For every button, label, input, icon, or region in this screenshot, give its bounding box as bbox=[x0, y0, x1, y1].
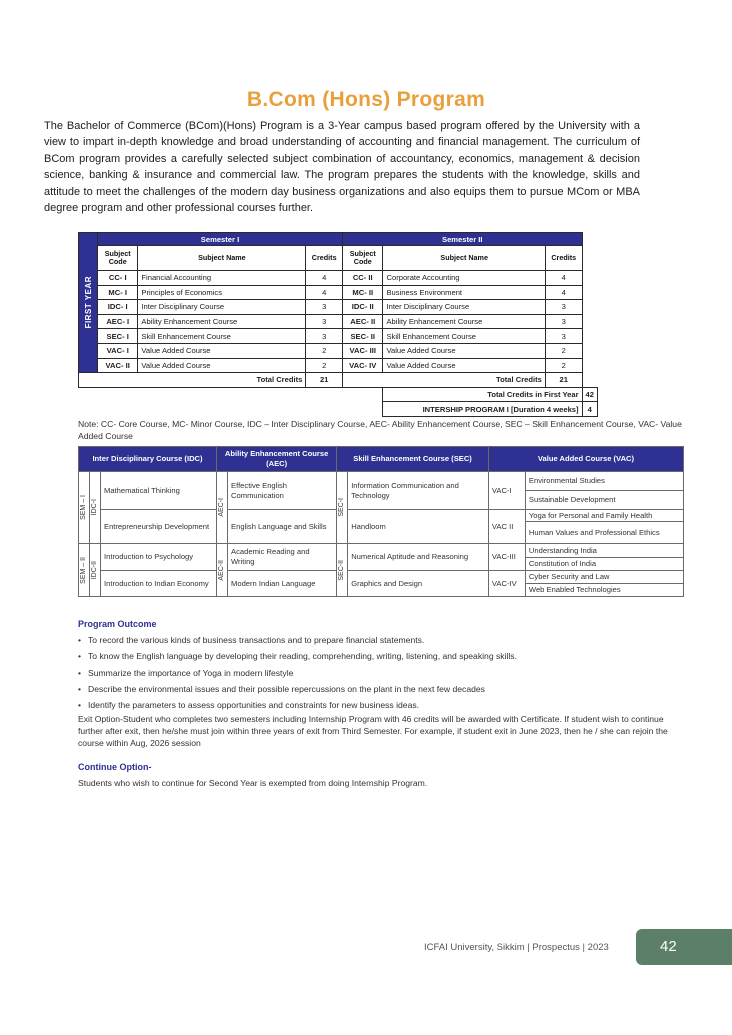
vac-code: VAC-IV bbox=[488, 571, 525, 597]
exit-option: Exit Option-Student who completes two semesters including Internship Program with 46 credits will be awarded with Certificate. If student wish to continue further after exit, then he/she must join within three years of exit from Third Semester. For example, if student exit in June 2023, then he / she can rejoin the course within Aug, 2026 session bbox=[78, 714, 668, 749]
table-row bbox=[79, 271, 598, 286]
credits: 3 bbox=[306, 314, 343, 329]
table-row bbox=[79, 343, 598, 358]
col-subject-name: Subject Name bbox=[383, 246, 545, 271]
table-row bbox=[79, 358, 598, 373]
col-subject-name: Subject Name bbox=[138, 246, 306, 271]
idc-ii-label: IDC-II bbox=[90, 544, 101, 597]
subject-code: IDC- I bbox=[98, 300, 138, 315]
course-name: Effective English Communication bbox=[228, 472, 337, 510]
total-credits-label: Total Credits bbox=[342, 373, 545, 388]
subject-code: MC- II bbox=[342, 285, 383, 300]
course-name: Constitution of India bbox=[525, 558, 683, 571]
subject-name: Principles of Economics bbox=[138, 285, 306, 300]
course-name: Graphics and Design bbox=[348, 571, 489, 597]
course-name: Human Values and Professional Ethics bbox=[525, 522, 683, 544]
semester-table bbox=[78, 232, 598, 417]
table-row bbox=[79, 329, 598, 344]
subject-name: Financial Accounting bbox=[138, 271, 306, 286]
aec-i-label: AEC-I bbox=[217, 472, 228, 544]
col-subject-code: Subject Code bbox=[98, 246, 138, 271]
course-name: Understanding India bbox=[525, 544, 683, 558]
course-name: Introduction to Psychology bbox=[101, 544, 217, 571]
abbreviation-note: Note: CC- Core Course, MC- Minor Course, IDC – Inter Disciplinary Course, AEC- Ability Enhancement Course, SEC – Skill Enhancement Course, VAC- Value Added Course bbox=[78, 419, 682, 441]
subject-code: AEC- I bbox=[98, 314, 138, 329]
course-name: Information Communication and Technology bbox=[348, 472, 489, 510]
idc-i-label: IDC-I bbox=[90, 472, 101, 544]
col-credits: Credits bbox=[545, 246, 582, 271]
subject-code: VAC- IV bbox=[342, 358, 383, 373]
list-item: • Describe the environmental issues and their possible repercussions on the plant in the next few decades bbox=[88, 681, 684, 697]
course-name: English Language and Skills bbox=[228, 510, 337, 544]
credits: 3 bbox=[545, 314, 582, 329]
internship-row bbox=[79, 402, 598, 417]
sem-1-label: SEM – I bbox=[79, 472, 90, 544]
col-credits: Credits bbox=[306, 246, 343, 271]
subject-name: Ability Enhancement Course bbox=[138, 314, 306, 329]
continue-option-text: Students who wish to continue for Second Year is exempted from doing Internship Program. bbox=[78, 778, 428, 788]
course-name: Entrepreneurship Development bbox=[101, 510, 217, 544]
list-item: • To record the various kinds of business transactions and to prepare financial statements. bbox=[88, 632, 684, 648]
vac-code: VAC II bbox=[488, 510, 525, 544]
col-idc: Inter Disciplinary Course (IDC) bbox=[79, 447, 217, 472]
sem-2-label: SEM – II bbox=[79, 544, 90, 597]
semester-1-header: Semester I bbox=[98, 233, 343, 246]
continue-option-heading: Continue Option- bbox=[78, 762, 152, 772]
subject-name: Ability Enhancement Course bbox=[383, 314, 545, 329]
page-number: 42 bbox=[636, 929, 732, 965]
subject-name: Value Added Course bbox=[138, 343, 306, 358]
first-year-label: FIRST YEAR bbox=[79, 233, 98, 373]
course-name: Introduction to Indian Economy bbox=[101, 571, 217, 597]
table-row bbox=[79, 285, 598, 300]
course-name: Environmental Studies bbox=[525, 472, 683, 491]
list-item: • Summarize the importance of Yoga in modern lifestyle bbox=[88, 665, 684, 681]
credits: 4 bbox=[306, 271, 343, 286]
col-subject-code: Subject Code bbox=[342, 246, 383, 271]
footer-text: ICFAI University, Sikkim | Prospectus | 2023 bbox=[424, 942, 609, 953]
credits: 2 bbox=[545, 358, 582, 373]
aec-ii-label: AEC-II bbox=[217, 544, 228, 597]
total-credits-sem1: 21 bbox=[306, 373, 343, 388]
course-name: Web Enabled Technologies bbox=[525, 584, 683, 597]
course-name: Numerical Aptitude and Reasoning bbox=[348, 544, 489, 571]
course-name: Sustainable Development bbox=[525, 491, 683, 510]
course-name: Academic Reading and Writing bbox=[228, 544, 337, 571]
subject-code: VAC- III bbox=[342, 343, 383, 358]
subject-name: Value Added Course bbox=[383, 343, 545, 358]
subject-name: Inter Disciplinary Course bbox=[383, 300, 545, 315]
vac-code: VAC-I bbox=[488, 472, 525, 510]
credits: 3 bbox=[545, 329, 582, 344]
credits: 4 bbox=[306, 285, 343, 300]
subject-name: Value Added Course bbox=[138, 358, 306, 373]
list-item: • Identify the parameters to assess opportunities and constraints for new business ideas. bbox=[88, 697, 684, 713]
first-year-total: 42 bbox=[582, 387, 597, 402]
subject-code: MC- I bbox=[98, 285, 138, 300]
subject-code: SEC- I bbox=[98, 329, 138, 344]
col-aec: Ability Enhancement Course (AEC) bbox=[217, 447, 337, 472]
col-sec: Skill Enhancement Course (SEC) bbox=[337, 447, 489, 472]
first-year-total-label: Total Credits in First Year bbox=[383, 387, 582, 402]
semester-2-header: Semester II bbox=[342, 233, 582, 246]
course-name: Modern Indian Language bbox=[228, 571, 337, 597]
credits: 3 bbox=[545, 300, 582, 315]
outcome-list bbox=[78, 632, 684, 713]
subject-code: CC- II bbox=[342, 271, 383, 286]
subject-code: VAC- II bbox=[98, 358, 138, 373]
subject-name: Corporate Accounting bbox=[383, 271, 545, 286]
page-title: B.Com (Hons) Program bbox=[246, 88, 486, 111]
subject-name: Inter Disciplinary Course bbox=[138, 300, 306, 315]
subject-name: Skill Enhancement Course bbox=[383, 329, 545, 344]
total-credits-label: Total Credits bbox=[79, 373, 306, 388]
total-credits-sem2: 21 bbox=[545, 373, 582, 388]
subject-name: Value Added Course bbox=[383, 358, 545, 373]
internship-label: INTERSHIP PROGRAM I [Duration 4 weeks] bbox=[383, 402, 582, 417]
sec-ii-label: SEC-II bbox=[337, 544, 348, 597]
program-outcome-heading: Program Outcome bbox=[78, 619, 157, 629]
credits: 4 bbox=[545, 271, 582, 286]
first-year-total-row bbox=[79, 387, 598, 402]
subject-name: Business Environment bbox=[383, 285, 545, 300]
subject-code: AEC- II bbox=[342, 314, 383, 329]
course-name: Yoga for Personal and Family Health bbox=[525, 510, 683, 522]
credits: 2 bbox=[306, 358, 343, 373]
subject-code: SEC- II bbox=[342, 329, 383, 344]
credits: 3 bbox=[306, 329, 343, 344]
course-name: Handloom bbox=[348, 510, 489, 544]
vac-code: VAC-III bbox=[488, 544, 525, 571]
credits: 4 bbox=[545, 285, 582, 300]
subject-code: CC- I bbox=[98, 271, 138, 286]
col-vac: Value Added Course (VAC) bbox=[488, 447, 683, 472]
credits: 2 bbox=[306, 343, 343, 358]
course-name: Mathematical Thinking bbox=[101, 472, 217, 510]
credits: 2 bbox=[545, 343, 582, 358]
intro-paragraph: The Bachelor of Commerce (BCom)(Hons) Program is a 3-Year campus based program offered by the University with a view to impart in-depth knowledge and broad understanding of accounting and financial management. The curriculum of BCom program provides a carefully selected subject combination of accountancy, economics, management & decision science, banking & insurance and commercial law. The program prepares the students with the knowledge, skills and attitude to meet the challenges of the modern day business organizations and also equips them to pursue MCom or MBA degree program and other professional courses further. bbox=[44, 120, 640, 215]
subject-code: VAC- I bbox=[98, 343, 138, 358]
credits: 3 bbox=[306, 300, 343, 315]
sec-i-label: SEC-I bbox=[337, 472, 348, 544]
continue-option-section bbox=[78, 762, 684, 788]
subject-code: IDC- II bbox=[342, 300, 383, 315]
subject-name: Skill Enhancement Course bbox=[138, 329, 306, 344]
internship-credits: 4 bbox=[582, 402, 597, 417]
course-name: Cyber Security and Law bbox=[525, 571, 683, 584]
list-item: • To know the English language by developing their reading, comprehending, writing, listening, and speaking skills. bbox=[88, 648, 684, 664]
table-row bbox=[79, 300, 598, 315]
table-row bbox=[79, 314, 598, 329]
elective-table bbox=[78, 446, 684, 597]
total-row bbox=[79, 373, 598, 388]
program-outcome-section bbox=[78, 616, 684, 749]
